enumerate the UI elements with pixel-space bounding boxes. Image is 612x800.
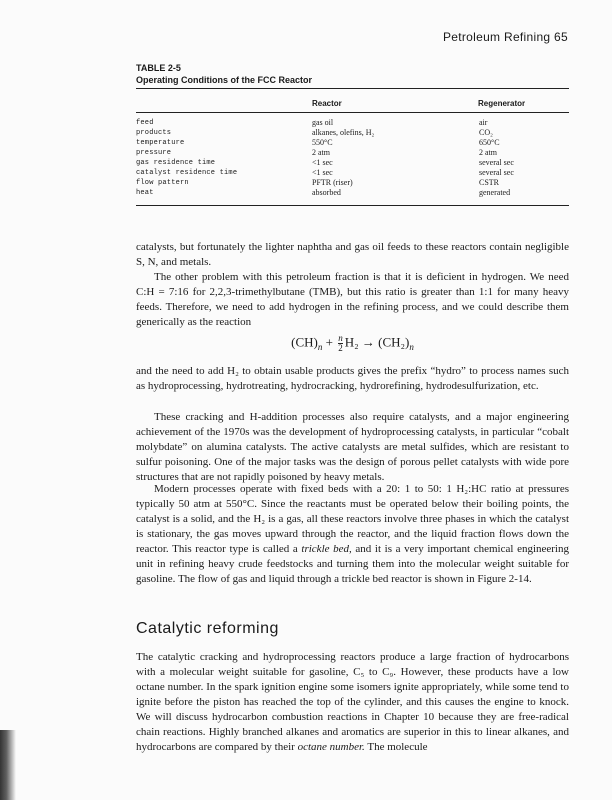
table-cell: 2 atm (312, 148, 330, 157)
table-row (136, 178, 569, 188)
table-cell: gas residence time (136, 159, 216, 167)
table-cell: flow pattern (136, 179, 189, 187)
table-cell: PFTR (riser) (312, 178, 353, 187)
table-row (136, 148, 569, 158)
table-row (136, 128, 569, 138)
table-cell: several sec (479, 158, 514, 167)
table-cell: 650°C (479, 138, 500, 147)
table-row (136, 168, 569, 178)
paragraph-2: The other problem with this petroleum fraction is that it is deficient in hydrogen. We need C:H = 7:16 for 2,2,3-trimethylbutane (TMB), but this ratio is greater than 1:1 for many heavy feeds. Therefore, we need to add hydrogen in the refining process, and we could describe them generically as the reaction (136, 271, 569, 328)
table-cell: catalyst residence time (136, 169, 238, 177)
table-header-rule (136, 112, 569, 113)
table-label: TABLE 2-5 (136, 63, 181, 73)
table-row (136, 188, 569, 198)
table-cell: heat (136, 189, 154, 197)
table-cell: CO₂ (479, 128, 493, 137)
table-cell: alkanes, olefins, H₂ (312, 128, 375, 137)
equation-product: (CH₂) (378, 334, 410, 350)
table-row (136, 138, 569, 148)
reaction-equation (136, 334, 569, 353)
table-cell: temperature (136, 139, 185, 147)
paragraph-4: These cracking and H-addition processes also require catalysts, and a major engineering achievement of the 1970s was the development of hydroprocessing catalysts, in particular “cobalt molybdate” on alumina catalysts. The active catalysts are metal sulfides, which are resistant to sulfur poisoning. One of the major tasks was the design of porous pellet catalysts with wide pore structures that are not rapidly poisoned by heavy metals. (136, 411, 569, 483)
equation-subscript: n (317, 342, 323, 353)
scan-edge-shadow (0, 730, 16, 800)
table-cell: air (479, 118, 488, 127)
fraction-numerator: n (338, 333, 343, 343)
paragraph-1: catalysts, but fortunately the lighter naphtha and gas oil feeds to these reactors contain negligible S, N, and metals. (136, 241, 569, 268)
table-cell: 2 atm (479, 148, 497, 157)
paragraph-text: The catalytic cracking and hydroprocessing reactors produce a large fraction of hydrocarbons with a molecular weight suitable for gasoline, C₅ to C₉. However, these products have a low octane number. In the spark ignition engine some isomers ignite appropriately, while some tend to ignite before the piston has reached the top of the cylinder, and this causes the engine to knock. We will discuss hydrocarbon combustion reactions in Chapter 10 because they are free-radical chain reactions. Highly branched alkanes and aromatics are superior in this to linear alkanes, and hydrocarbons are compared by their (136, 651, 569, 753)
emphasis-term: octane number. (297, 741, 365, 753)
table-cell: CSTR (479, 178, 500, 187)
table-cell: products (136, 129, 172, 137)
equation-plus: + (325, 334, 333, 350)
table-cell: feed (136, 119, 154, 127)
fraction-denominator: 2 (338, 343, 343, 353)
paragraph-6 (136, 650, 569, 755)
table-top-rule (136, 88, 569, 89)
equation-arrow: → (361, 334, 375, 350)
paragraph-5 (136, 482, 569, 587)
equation-reactant: (CH) (291, 334, 318, 350)
table-cell: absorbed (312, 188, 341, 197)
table-cell: several sec (479, 168, 514, 177)
equation-fraction (338, 334, 343, 353)
column-header-regenerator: Regenerator (478, 99, 526, 108)
emphasis-term: trickle bed, (301, 543, 352, 555)
column-header-reactor: Reactor (312, 99, 342, 108)
table-cell: <1 sec (312, 168, 333, 177)
table-row (136, 158, 569, 168)
paragraph-text: and it is a very important chemical engineering unit in refining heavy crude feedstocks and turning them into the molecular weight suitable for gasoline. The flow of gas and liquid through a trickle bed reactor is shown in Figure 2-14. (136, 543, 569, 585)
table-cell: gas oil (312, 118, 334, 127)
paragraph-text: The molecule (364, 741, 428, 753)
table-title: Operating Conditions of the FCC Reactor (136, 75, 313, 85)
table-cell: <1 sec (312, 158, 333, 167)
table-cell: generated (479, 188, 511, 197)
paragraph-text: Modern processes operate with fixed beds with a 20: 1 to 50: 1 H₂:HC ratio at pressures typically 50 atm at 550°C. Since the reactants must be operated below their boiling points, the catalyst is a solid, and the H₂ is a gas, all these reactors involve three phases in which the catalyst is stationary, the gas moves upward through the reactor, and the liquid fraction flows down the reactor. This reactor type is called a (136, 483, 569, 555)
table-cell: pressure (136, 149, 172, 157)
paragraph-3: and the need to add H₂ to obtain usable products gives the prefix “hydro” to process names such as hydroprocessing, hydrotreating, hydrocracking, hydrorefining, hydrodesulfurization, etc. (136, 365, 569, 392)
equation-hydrogen: H₂ (344, 334, 359, 350)
table-cell: 550°C (312, 138, 333, 147)
table-row (136, 118, 569, 128)
table-bottom-rule (136, 205, 569, 206)
running-header: Petroleum Refining 65 (442, 30, 568, 44)
section-heading: Catalytic reforming (136, 620, 279, 637)
equation-subscript: n (409, 342, 414, 353)
